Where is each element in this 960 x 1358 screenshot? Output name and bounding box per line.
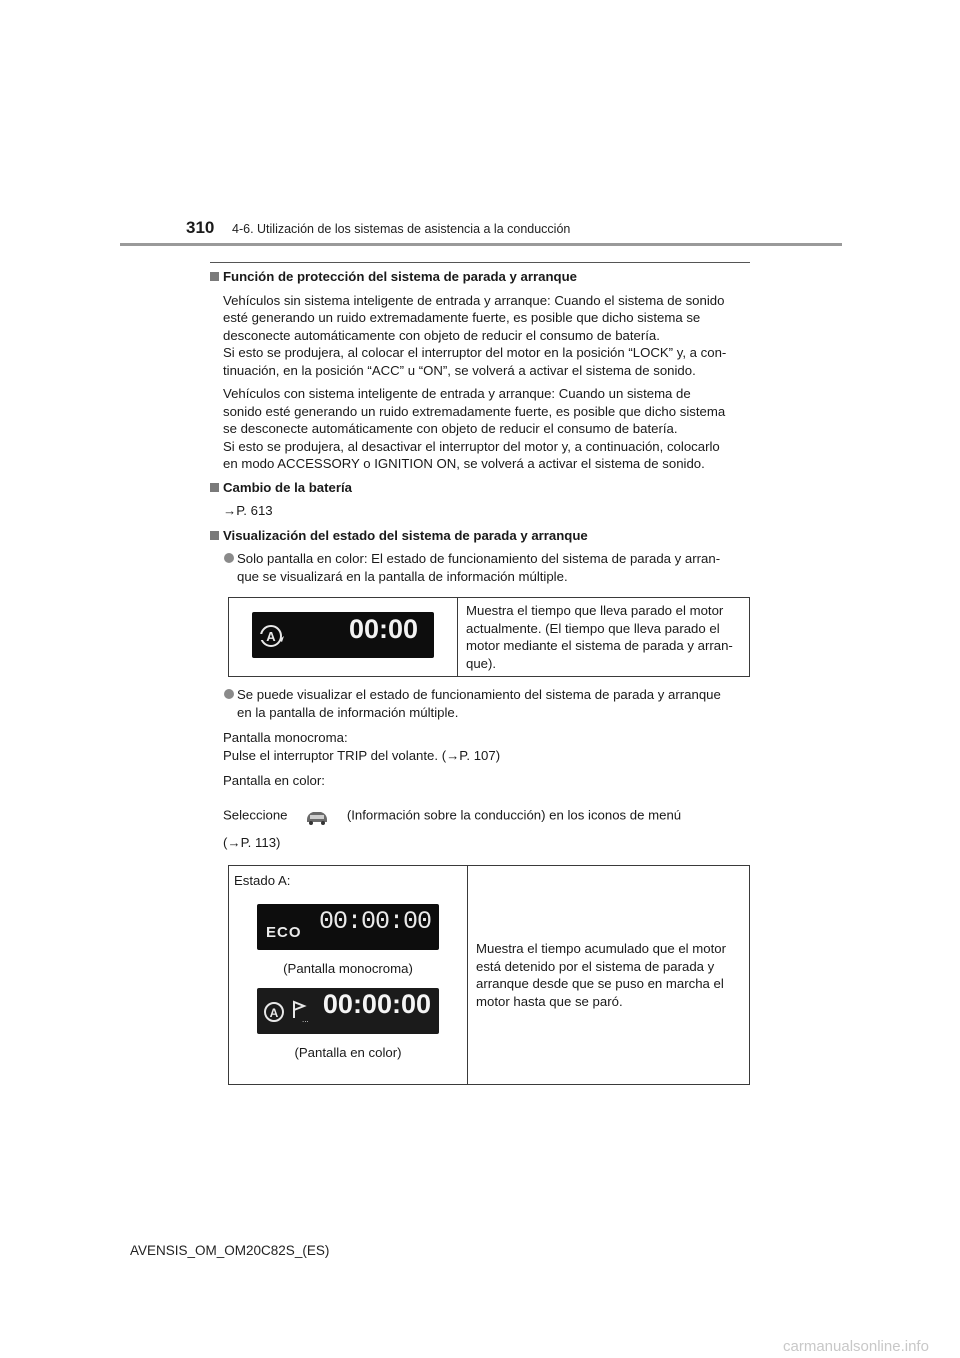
bullet-color-only: Solo pantalla en color: El estado de funcionamiento del sistema de parada y arran- que se visualizará en la pantalla de información múltiple. [210, 550, 750, 585]
auto-stop-flag-icon [257, 988, 317, 1034]
mono-display-instructions: Pantalla monocroma: Pulse el interruptor TRIP del volante. (→P. 107) [223, 730, 501, 763]
mono-caption: (Pantalla monocroma) [283, 961, 413, 976]
eco-indicator: ECO [266, 923, 302, 941]
svg-text:...: ... [302, 1014, 309, 1024]
page-reference-613: →P. 613 [223, 503, 273, 518]
section-heading-battery: Cambio de la batería [210, 479, 750, 497]
state-a-screens-cell [229, 866, 468, 1085]
svg-text:A: A [269, 1005, 279, 1020]
screen-cell [229, 598, 458, 677]
table-current-stop-time [228, 597, 750, 677]
bullet-multi-info: Se puede visualizar el estado de funcionamiento del sistema de parada y arranque en la pantalla de información múltiple. [210, 686, 750, 721]
chapter-title: 4-6. Utilización de los sistemas de asistencia a la conducción [232, 222, 571, 236]
color-display-screen-state-a [257, 988, 439, 1034]
section-heading-display: Visualización del estado del sistema de parada y arranque [210, 527, 750, 545]
state-a-description-cell: Muestra el tiempo acumulado que el motor está detenido por el sistema de parada y arranque desde que se puso en marcha el motor hasta que se paró. [468, 866, 750, 1085]
square-bullet-icon [210, 531, 219, 540]
main-content [210, 268, 750, 1085]
section-heading-protection: Función de protección del sistema de parada y arranque [210, 268, 750, 286]
color-time-readout: 00:00:00 [322, 988, 431, 1019]
select-instruction: Seleccione (Información sobre la conducción) en los iconos de menú [210, 806, 750, 826]
square-bullet-icon [210, 272, 219, 281]
mono-time-readout: 00:00:00 [318, 906, 431, 936]
document-code: AVENSIS_OM_OM20C82S_(ES) [130, 1243, 330, 1258]
paragraph-no-smart-entry: Vehículos sin sistema inteligente de entrada y arranque: Cuando el sistema de sonido esté generando un ruido extremadamente fuerte, es posible que dicho sistema se desconecte automáticamente con objeto de reducir el consumo de batería. Si esto se produjera, al colocar el interruptor del motor en la posición “LOCK” y, a con- tinuación, en la posición “ACC” u “ON”, se volverá a activar el sistema de sonido. [223, 292, 727, 378]
color-display-screen [252, 612, 434, 658]
round-bullet-icon [224, 553, 234, 563]
mono-display-screen [257, 904, 439, 950]
page-number: 310 [186, 218, 215, 237]
watermark: carmanualsonline.info [783, 1338, 929, 1355]
stop-time-readout: 00:00 [348, 613, 418, 644]
section-divider [210, 262, 750, 263]
header-divider [120, 243, 842, 246]
color-caption: (Pantalla en color) [294, 1045, 402, 1060]
round-bullet-icon [224, 689, 234, 699]
color-display-label: Pantalla en color: [223, 773, 325, 788]
table-state-a [228, 865, 750, 1085]
svg-text:A: A [266, 628, 276, 644]
square-bullet-icon [210, 483, 219, 492]
paragraph-smart-entry: Vehículos con sistema inteligente de entrada y arranque: Cuando un sistema de sonido esté generando un ruido extremadamente fuerte, es posible que dicho sistema se desconecte automáticamente con objeto de reducir el consumo de batería. Si esto se produjera, al desactivar el interruptor del motor y, a continuación, colocarlo en modo ACCESSORY o IGNITION ON, se volverá a activar el sistema de sonido. [223, 386, 726, 471]
state-a-label: Estado A: [234, 873, 291, 888]
description-cell: Muestra el tiempo que lleva parado el motor actualmente. (El tiempo que lleva parado el motor mediante el sistema de parada y arran- que). [458, 598, 750, 677]
page-reference-113: (→P. 113) [223, 834, 281, 850]
driving-info-icon [305, 806, 329, 826]
